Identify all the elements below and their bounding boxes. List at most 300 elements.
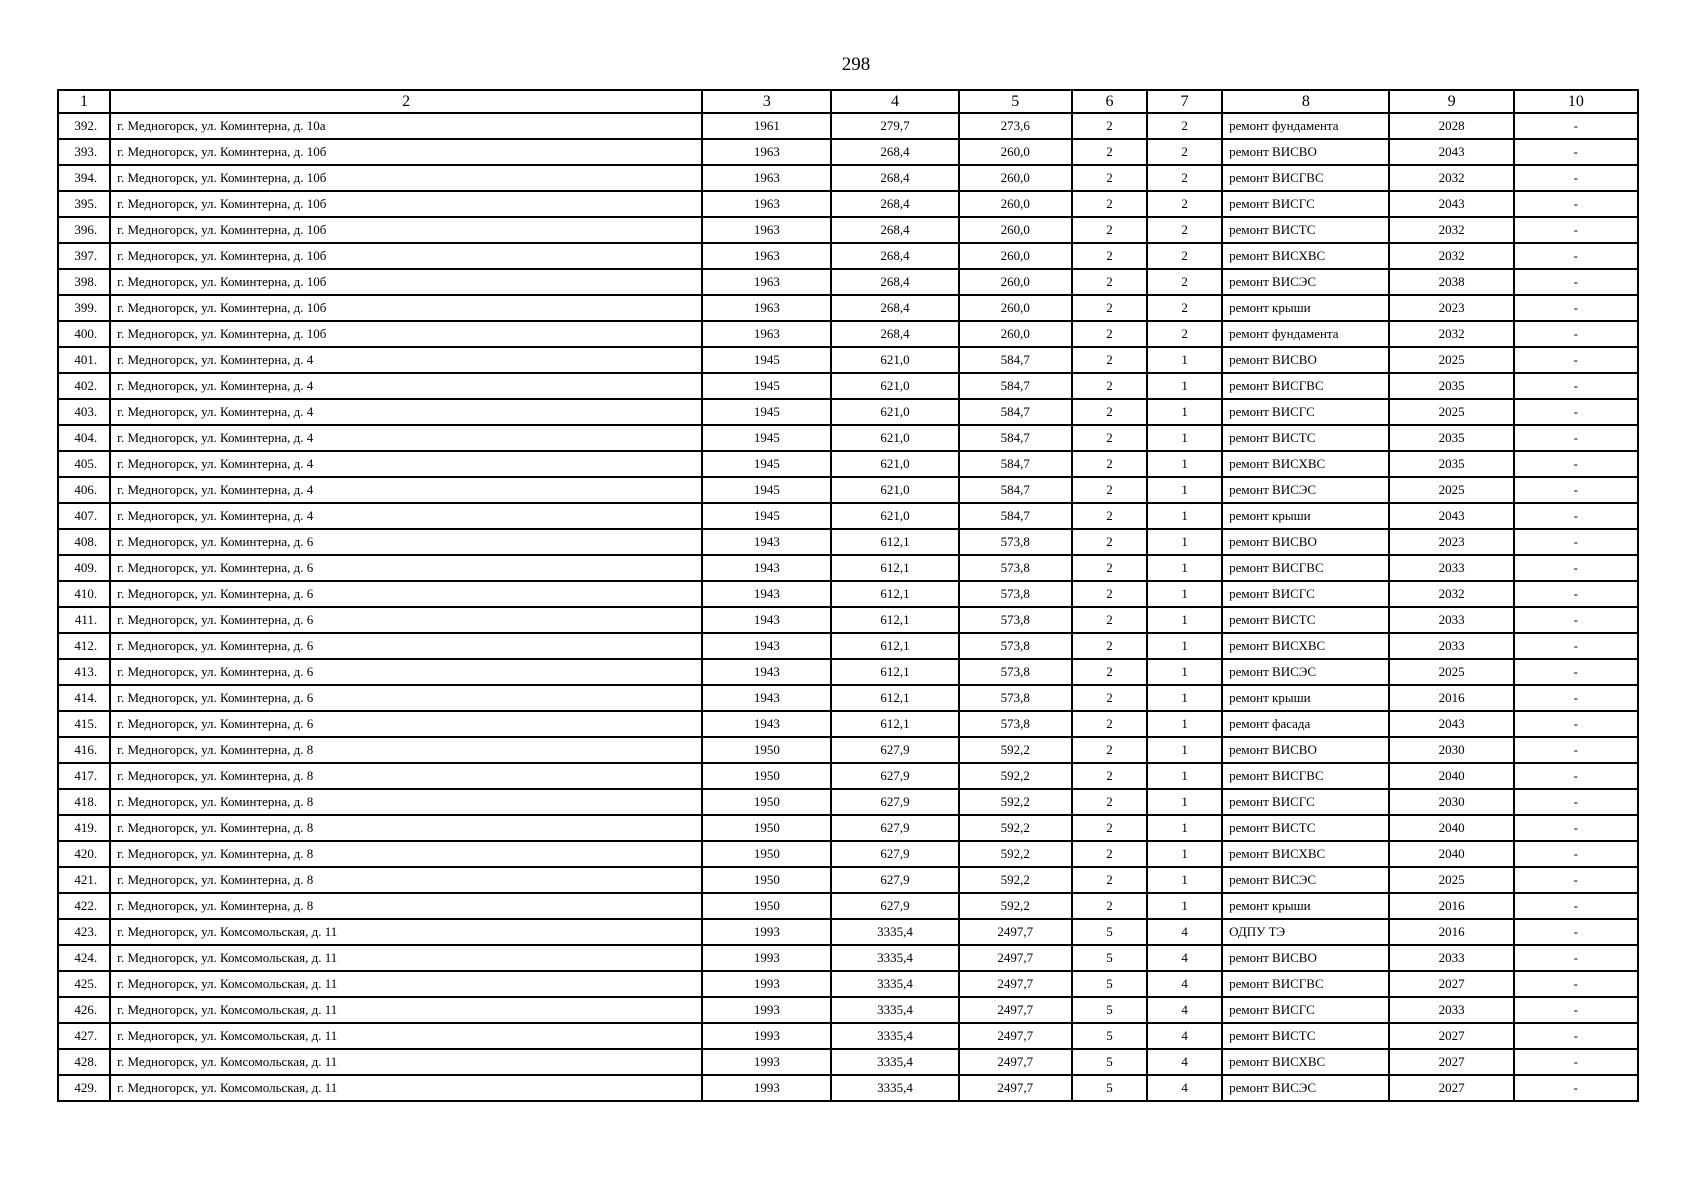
entrances-cell: 1 — [1147, 841, 1222, 867]
table-row — [58, 1075, 1638, 1101]
entrances-cell: 1 — [1147, 893, 1222, 919]
address-cell: г. Медногорск, ул. Коминтерна, д. 8 — [110, 841, 702, 867]
entrances-cell: 2 — [1147, 165, 1222, 191]
planned-year-cell: 2032 — [1389, 581, 1513, 607]
row-number-cell: 420. — [58, 841, 110, 867]
note-cell: - — [1514, 997, 1638, 1023]
address-cell: г. Медногорск, ул. Коминтерна, д. 8 — [110, 737, 702, 763]
floors-cell: 2 — [1072, 113, 1147, 139]
note-cell: - — [1514, 763, 1638, 789]
year-built-cell: 1993 — [702, 1075, 831, 1101]
year-built-cell: 1943 — [702, 607, 831, 633]
year-built-cell: 1950 — [702, 737, 831, 763]
year-built-cell: 1963 — [702, 165, 831, 191]
floors-cell: 2 — [1072, 191, 1147, 217]
table-row — [58, 503, 1638, 529]
address-cell: г. Медногорск, ул. Коминтерна, д. 4 — [110, 503, 702, 529]
living-area-cell: 584,7 — [959, 399, 1072, 425]
year-built-cell: 1943 — [702, 555, 831, 581]
planned-year-cell: 2035 — [1389, 451, 1513, 477]
column-header-9: 9 — [1389, 90, 1513, 113]
note-cell: - — [1514, 919, 1638, 945]
work-type-cell: ремонт ВИСТС — [1222, 1023, 1389, 1049]
work-type-cell: ремонт ВИСГВС — [1222, 555, 1389, 581]
entrances-cell: 4 — [1147, 945, 1222, 971]
address-cell: г. Медногорск, ул. Коминтерна, д. 4 — [110, 425, 702, 451]
work-type-cell: ремонт ВИСХВС — [1222, 451, 1389, 477]
total-area-cell: 612,1 — [831, 659, 958, 685]
address-cell: г. Медногорск, ул. Коминтерна, д. 6 — [110, 659, 702, 685]
table-body — [58, 113, 1638, 1101]
floors-cell: 2 — [1072, 737, 1147, 763]
table-row — [58, 165, 1638, 191]
column-header-3: 3 — [702, 90, 831, 113]
row-number-cell: 421. — [58, 867, 110, 893]
entrances-cell: 1 — [1147, 737, 1222, 763]
total-area-cell: 621,0 — [831, 451, 958, 477]
total-area-cell: 627,9 — [831, 841, 958, 867]
total-area-cell: 621,0 — [831, 373, 958, 399]
row-number-cell: 413. — [58, 659, 110, 685]
address-cell: г. Медногорск, ул. Коминтерна, д. 10б — [110, 139, 702, 165]
address-cell: г. Медногорск, ул. Коминтерна, д. 10б — [110, 217, 702, 243]
address-cell: г. Медногорск, ул. Коминтерна, д. 6 — [110, 555, 702, 581]
total-area-cell: 3335,4 — [831, 997, 958, 1023]
work-type-cell: ремонт ВИСВО — [1222, 737, 1389, 763]
floors-cell: 2 — [1072, 165, 1147, 191]
living-area-cell: 592,2 — [959, 789, 1072, 815]
address-cell: г. Медногорск, ул. Коминтерна, д. 10а — [110, 113, 702, 139]
living-area-cell: 260,0 — [959, 217, 1072, 243]
total-area-cell: 612,1 — [831, 633, 958, 659]
work-type-cell: ремонт ВИСЭС — [1222, 867, 1389, 893]
table-row — [58, 373, 1638, 399]
address-cell: г. Медногорск, ул. Комсомольская, д. 11 — [110, 1075, 702, 1101]
address-cell: г. Медногорск, ул. Коминтерна, д. 6 — [110, 685, 702, 711]
work-type-cell: ремонт ВИСТС — [1222, 425, 1389, 451]
living-area-cell: 2497,7 — [959, 1075, 1072, 1101]
table-row — [58, 243, 1638, 269]
table-row — [58, 529, 1638, 555]
total-area-cell: 627,9 — [831, 737, 958, 763]
total-area-cell: 621,0 — [831, 399, 958, 425]
total-area-cell: 268,4 — [831, 191, 958, 217]
planned-year-cell: 2033 — [1389, 555, 1513, 581]
work-type-cell: ремонт ВИСГС — [1222, 789, 1389, 815]
floors-cell: 2 — [1072, 607, 1147, 633]
year-built-cell: 1943 — [702, 633, 831, 659]
work-type-cell: ремонт ВИСВО — [1222, 945, 1389, 971]
planned-year-cell: 2038 — [1389, 269, 1513, 295]
work-type-cell: ремонт фасада — [1222, 711, 1389, 737]
entrances-cell: 1 — [1147, 815, 1222, 841]
living-area-cell: 573,8 — [959, 607, 1072, 633]
year-built-cell: 1950 — [702, 763, 831, 789]
floors-cell: 2 — [1072, 295, 1147, 321]
living-area-cell: 592,2 — [959, 867, 1072, 893]
table-row — [58, 1049, 1638, 1075]
living-area-cell: 273,6 — [959, 113, 1072, 139]
living-area-cell: 573,8 — [959, 529, 1072, 555]
year-built-cell: 1963 — [702, 139, 831, 165]
living-area-cell: 584,7 — [959, 503, 1072, 529]
row-number-cell: 398. — [58, 269, 110, 295]
living-area-cell: 592,2 — [959, 841, 1072, 867]
total-area-cell: 268,4 — [831, 295, 958, 321]
entrances-cell: 1 — [1147, 373, 1222, 399]
planned-year-cell: 2027 — [1389, 1023, 1513, 1049]
note-cell: - — [1514, 685, 1638, 711]
table-row — [58, 607, 1638, 633]
table-row — [58, 789, 1638, 815]
living-area-cell: 584,7 — [959, 425, 1072, 451]
table-row — [58, 451, 1638, 477]
floors-cell: 2 — [1072, 867, 1147, 893]
total-area-cell: 627,9 — [831, 789, 958, 815]
planned-year-cell: 2025 — [1389, 347, 1513, 373]
work-type-cell: ремонт ВИСВО — [1222, 139, 1389, 165]
total-area-cell: 268,4 — [831, 243, 958, 269]
floors-cell: 5 — [1072, 1049, 1147, 1075]
table-row — [58, 841, 1638, 867]
year-built-cell: 1943 — [702, 529, 831, 555]
note-cell: - — [1514, 841, 1638, 867]
floors-cell: 5 — [1072, 997, 1147, 1023]
repair-schedule-table — [57, 89, 1639, 1102]
row-number-cell: 428. — [58, 1049, 110, 1075]
entrances-cell: 1 — [1147, 451, 1222, 477]
living-area-cell: 573,8 — [959, 633, 1072, 659]
year-built-cell: 1945 — [702, 347, 831, 373]
entrances-cell: 1 — [1147, 867, 1222, 893]
address-cell: г. Медногорск, ул. Комсомольская, д. 11 — [110, 945, 702, 971]
year-built-cell: 1950 — [702, 815, 831, 841]
note-cell: - — [1514, 425, 1638, 451]
address-cell: г. Медногорск, ул. Коминтерна, д. 6 — [110, 633, 702, 659]
entrances-cell: 1 — [1147, 477, 1222, 503]
total-area-cell: 612,1 — [831, 607, 958, 633]
year-built-cell: 1943 — [702, 659, 831, 685]
planned-year-cell: 2035 — [1389, 425, 1513, 451]
planned-year-cell: 2033 — [1389, 607, 1513, 633]
note-cell: - — [1514, 581, 1638, 607]
work-type-cell: ремонт ВИСЭС — [1222, 269, 1389, 295]
table-row — [58, 399, 1638, 425]
year-built-cell: 1993 — [702, 1023, 831, 1049]
column-header-6: 6 — [1072, 90, 1147, 113]
work-type-cell: ремонт ВИСХВС — [1222, 841, 1389, 867]
total-area-cell: 268,4 — [831, 321, 958, 347]
work-type-cell: ремонт ВИСГС — [1222, 997, 1389, 1023]
note-cell: - — [1514, 321, 1638, 347]
entrances-cell: 4 — [1147, 919, 1222, 945]
floors-cell: 5 — [1072, 945, 1147, 971]
table-row — [58, 1023, 1638, 1049]
planned-year-cell: 2040 — [1389, 815, 1513, 841]
planned-year-cell: 2023 — [1389, 295, 1513, 321]
work-type-cell: ремонт ВИСТС — [1222, 607, 1389, 633]
note-cell: - — [1514, 659, 1638, 685]
entrances-cell: 1 — [1147, 659, 1222, 685]
living-area-cell: 573,8 — [959, 659, 1072, 685]
year-built-cell: 1943 — [702, 685, 831, 711]
address-cell: г. Медногорск, ул. Коминтерна, д. 8 — [110, 893, 702, 919]
floors-cell: 2 — [1072, 503, 1147, 529]
row-number-cell: 403. — [58, 399, 110, 425]
planned-year-cell: 2033 — [1389, 945, 1513, 971]
work-type-cell: ОДПУ ТЭ — [1222, 919, 1389, 945]
table-row — [58, 555, 1638, 581]
living-area-cell: 260,0 — [959, 165, 1072, 191]
entrances-cell: 1 — [1147, 763, 1222, 789]
table-row — [58, 477, 1638, 503]
year-built-cell: 1961 — [702, 113, 831, 139]
address-cell: г. Медногорск, ул. Коминтерна, д. 4 — [110, 399, 702, 425]
address-cell: г. Медногорск, ул. Коминтерна, д. 4 — [110, 347, 702, 373]
floors-cell: 2 — [1072, 243, 1147, 269]
floors-cell: 2 — [1072, 763, 1147, 789]
row-number-cell: 412. — [58, 633, 110, 659]
year-built-cell: 1950 — [702, 789, 831, 815]
living-area-cell: 584,7 — [959, 451, 1072, 477]
floors-cell: 5 — [1072, 919, 1147, 945]
year-built-cell: 1963 — [702, 321, 831, 347]
planned-year-cell: 2033 — [1389, 633, 1513, 659]
entrances-cell: 4 — [1147, 1049, 1222, 1075]
planned-year-cell: 2027 — [1389, 1049, 1513, 1075]
work-type-cell: ремонт крыши — [1222, 685, 1389, 711]
note-cell: - — [1514, 373, 1638, 399]
row-number-cell: 394. — [58, 165, 110, 191]
work-type-cell: ремонт ВИСЭС — [1222, 477, 1389, 503]
total-area-cell: 627,9 — [831, 893, 958, 919]
note-cell: - — [1514, 789, 1638, 815]
row-number-cell: 400. — [58, 321, 110, 347]
planned-year-cell: 2043 — [1389, 503, 1513, 529]
note-cell: - — [1514, 451, 1638, 477]
address-cell: г. Медногорск, ул. Коминтерна, д. 10б — [110, 295, 702, 321]
table-row — [58, 815, 1638, 841]
living-area-cell: 573,8 — [959, 581, 1072, 607]
entrances-cell: 1 — [1147, 607, 1222, 633]
table-row — [58, 659, 1638, 685]
table-row — [58, 737, 1638, 763]
total-area-cell: 612,1 — [831, 555, 958, 581]
total-area-cell: 268,4 — [831, 165, 958, 191]
table-row — [58, 581, 1638, 607]
floors-cell: 2 — [1072, 477, 1147, 503]
address-cell: г. Медногорск, ул. Коминтерна, д. 8 — [110, 867, 702, 893]
note-cell: - — [1514, 529, 1638, 555]
note-cell: - — [1514, 971, 1638, 997]
address-cell: г. Медногорск, ул. Коминтерна, д. 10б — [110, 191, 702, 217]
living-area-cell: 592,2 — [959, 737, 1072, 763]
row-number-cell: 415. — [58, 711, 110, 737]
living-area-cell: 573,8 — [959, 685, 1072, 711]
work-type-cell: ремонт ВИСГВС — [1222, 971, 1389, 997]
year-built-cell: 1950 — [702, 867, 831, 893]
address-cell: г. Медногорск, ул. Коминтерна, д. 6 — [110, 529, 702, 555]
table-row — [58, 347, 1638, 373]
entrances-cell: 1 — [1147, 503, 1222, 529]
note-cell: - — [1514, 503, 1638, 529]
living-area-cell: 260,0 — [959, 269, 1072, 295]
floors-cell: 2 — [1072, 269, 1147, 295]
year-built-cell: 1963 — [702, 243, 831, 269]
row-number-cell: 404. — [58, 425, 110, 451]
note-cell: - — [1514, 1023, 1638, 1049]
column-header-4: 4 — [831, 90, 958, 113]
planned-year-cell: 2043 — [1389, 139, 1513, 165]
entrances-cell: 4 — [1147, 971, 1222, 997]
header-row — [58, 90, 1638, 113]
table-row — [58, 321, 1638, 347]
address-cell: г. Медногорск, ул. Коминтерна, д. 4 — [110, 373, 702, 399]
floors-cell: 2 — [1072, 399, 1147, 425]
row-number-cell: 414. — [58, 685, 110, 711]
row-number-cell: 424. — [58, 945, 110, 971]
column-header-7: 7 — [1147, 90, 1222, 113]
row-number-cell: 418. — [58, 789, 110, 815]
row-number-cell: 392. — [58, 113, 110, 139]
note-cell: - — [1514, 295, 1638, 321]
total-area-cell: 627,9 — [831, 763, 958, 789]
total-area-cell: 621,0 — [831, 425, 958, 451]
entrances-cell: 1 — [1147, 711, 1222, 737]
entrances-cell: 1 — [1147, 529, 1222, 555]
note-cell: - — [1514, 139, 1638, 165]
planned-year-cell: 2016 — [1389, 893, 1513, 919]
planned-year-cell: 2040 — [1389, 763, 1513, 789]
planned-year-cell: 2033 — [1389, 997, 1513, 1023]
floors-cell: 2 — [1072, 581, 1147, 607]
year-built-cell: 1950 — [702, 841, 831, 867]
floors-cell: 5 — [1072, 1075, 1147, 1101]
planned-year-cell: 2025 — [1389, 867, 1513, 893]
note-cell: - — [1514, 477, 1638, 503]
work-type-cell: ремонт ВИСТС — [1222, 815, 1389, 841]
row-number-cell: 397. — [58, 243, 110, 269]
note-cell: - — [1514, 607, 1638, 633]
total-area-cell: 3335,4 — [831, 945, 958, 971]
planned-year-cell: 2025 — [1389, 399, 1513, 425]
row-number-cell: 419. — [58, 815, 110, 841]
table-row — [58, 919, 1638, 945]
row-number-cell: 396. — [58, 217, 110, 243]
total-area-cell: 612,1 — [831, 529, 958, 555]
living-area-cell: 260,0 — [959, 139, 1072, 165]
planned-year-cell: 2027 — [1389, 1075, 1513, 1101]
work-type-cell: ремонт ВИСГС — [1222, 399, 1389, 425]
living-area-cell: 584,7 — [959, 477, 1072, 503]
total-area-cell: 612,1 — [831, 685, 958, 711]
total-area-cell: 279,7 — [831, 113, 958, 139]
row-number-cell: 426. — [58, 997, 110, 1023]
total-area-cell: 612,1 — [831, 581, 958, 607]
column-header-8: 8 — [1222, 90, 1389, 113]
address-cell: г. Медногорск, ул. Коминтерна, д. 6 — [110, 711, 702, 737]
row-number-cell: 406. — [58, 477, 110, 503]
table-row — [58, 217, 1638, 243]
planned-year-cell: 2025 — [1389, 477, 1513, 503]
entrances-cell: 2 — [1147, 295, 1222, 321]
total-area-cell: 621,0 — [831, 347, 958, 373]
row-number-cell: 395. — [58, 191, 110, 217]
entrances-cell: 2 — [1147, 139, 1222, 165]
address-cell: г. Медногорск, ул. Коминтерна, д. 6 — [110, 607, 702, 633]
note-cell: - — [1514, 1075, 1638, 1101]
column-header-5: 5 — [959, 90, 1072, 113]
table-row — [58, 191, 1638, 217]
table-row — [58, 633, 1638, 659]
row-number-cell: 410. — [58, 581, 110, 607]
living-area-cell: 592,2 — [959, 763, 1072, 789]
living-area-cell: 260,0 — [959, 321, 1072, 347]
planned-year-cell: 2016 — [1389, 919, 1513, 945]
table-row — [58, 763, 1638, 789]
total-area-cell: 268,4 — [831, 139, 958, 165]
planned-year-cell: 2032 — [1389, 165, 1513, 191]
total-area-cell: 627,9 — [831, 867, 958, 893]
entrances-cell: 2 — [1147, 191, 1222, 217]
planned-year-cell: 2030 — [1389, 737, 1513, 763]
year-built-cell: 1945 — [702, 425, 831, 451]
row-number-cell: 399. — [58, 295, 110, 321]
note-cell: - — [1514, 893, 1638, 919]
floors-cell: 2 — [1072, 633, 1147, 659]
address-cell: г. Медногорск, ул. Комсомольская, д. 11 — [110, 997, 702, 1023]
row-number-cell: 423. — [58, 919, 110, 945]
note-cell: - — [1514, 243, 1638, 269]
year-built-cell: 1963 — [702, 191, 831, 217]
entrances-cell: 2 — [1147, 321, 1222, 347]
living-area-cell: 260,0 — [959, 191, 1072, 217]
year-built-cell: 1993 — [702, 945, 831, 971]
planned-year-cell: 2030 — [1389, 789, 1513, 815]
living-area-cell: 573,8 — [959, 711, 1072, 737]
table-row — [58, 971, 1638, 997]
entrances-cell: 1 — [1147, 685, 1222, 711]
year-built-cell: 1993 — [702, 971, 831, 997]
year-built-cell: 1945 — [702, 451, 831, 477]
address-cell: г. Медногорск, ул. Комсомольская, д. 11 — [110, 1023, 702, 1049]
year-built-cell: 1963 — [702, 269, 831, 295]
table-row — [58, 425, 1638, 451]
note-cell: - — [1514, 815, 1638, 841]
year-built-cell: 1993 — [702, 919, 831, 945]
floors-cell: 2 — [1072, 789, 1147, 815]
work-type-cell: ремонт ВИСВО — [1222, 529, 1389, 555]
note-cell: - — [1514, 737, 1638, 763]
floors-cell: 2 — [1072, 139, 1147, 165]
floors-cell: 2 — [1072, 815, 1147, 841]
entrances-cell: 4 — [1147, 997, 1222, 1023]
address-cell: г. Медногорск, ул. Коминтерна, д. 8 — [110, 815, 702, 841]
address-cell: г. Медногорск, ул. Коминтерна, д. 8 — [110, 763, 702, 789]
note-cell: - — [1514, 347, 1638, 373]
year-built-cell: 1945 — [702, 399, 831, 425]
entrances-cell: 1 — [1147, 399, 1222, 425]
note-cell: - — [1514, 945, 1638, 971]
table-row — [58, 139, 1638, 165]
row-number-cell: 417. — [58, 763, 110, 789]
table-row — [58, 945, 1638, 971]
year-built-cell: 1945 — [702, 373, 831, 399]
planned-year-cell: 2040 — [1389, 841, 1513, 867]
planned-year-cell: 2027 — [1389, 971, 1513, 997]
total-area-cell: 3335,4 — [831, 971, 958, 997]
living-area-cell: 260,0 — [959, 243, 1072, 269]
